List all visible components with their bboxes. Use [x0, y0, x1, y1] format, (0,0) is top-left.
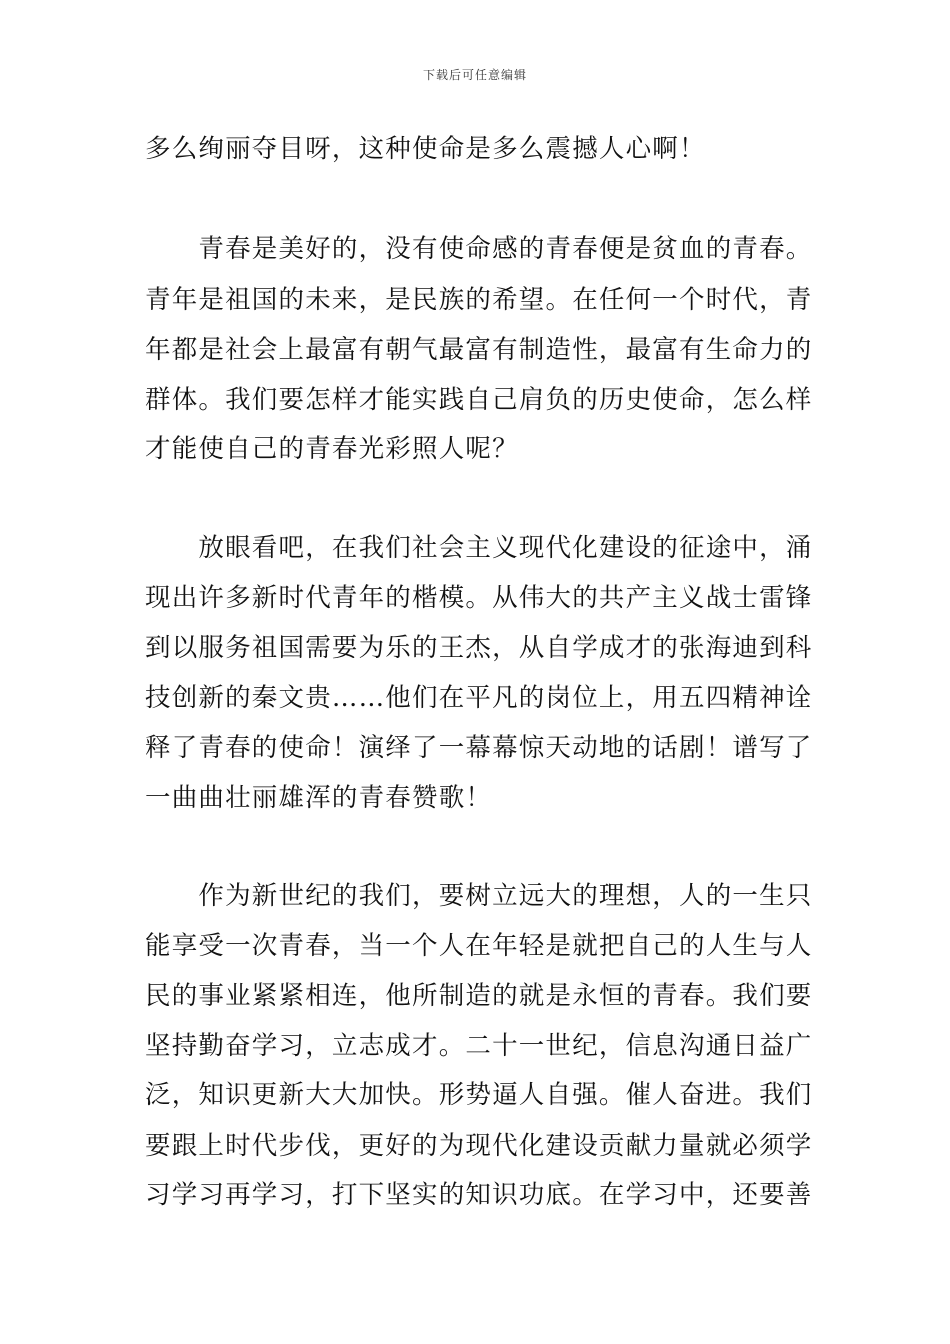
text-line: 释了青春的使命！演绎了一幕幕惊天动地的话剧！谱写了 — [145, 733, 813, 763]
text-line: 坚持勤奋学习，立志成才。二十一世纪，信息沟通日益广 — [145, 1031, 813, 1061]
text-line: 到以服务祖国需要为乐的王杰，从自学成才的张海迪到科 — [145, 633, 813, 663]
text-line: 泛，知识更新大大加快。形势逼人自强。催人奋进。我们 — [145, 1080, 813, 1110]
text-line: 习学习再学习，打下坚实的知识功底。在学习中，还要善 — [145, 1180, 813, 1210]
text-line: 要跟上时代步伐，更好的为现代化建设贡献力量就必须学 — [145, 1131, 813, 1161]
text-line: 群体。我们要怎样才能实践自己肩负的历史使命，怎么样 — [145, 385, 813, 415]
text-line: 现出许多新时代青年的楷模。从伟大的共产主义战士雷锋 — [145, 583, 813, 613]
page-header: 下载后可任意编辑 — [422, 68, 527, 82]
text-line: 才能使自己的青春光彩照人呢？ — [145, 434, 519, 464]
text-line: 年都是社会上最富有朝气最富有制造性，最富有生命力的 — [145, 335, 813, 365]
text-line: 放眼看吧，在我们社会主义现代化建设的征途中，涌 — [145, 533, 813, 563]
text-line: 多么绚丽夺目呀，这种使命是多么震撼人心啊！ — [145, 134, 706, 164]
text-line: 作为新世纪的我们，要树立远大的理想，人的一生只 — [145, 881, 813, 911]
text-line: 青年是祖国的未来，是民族的希望。在任何一个时代，青 — [145, 285, 813, 315]
text-line: 青春是美好的，没有使命感的青春便是贫血的青春。 — [145, 234, 813, 264]
text-line: 技创新的秦文贵……他们在平凡的岗位上，用五四精神诠 — [145, 683, 813, 713]
text-line: 一曲曲壮丽雄浑的青春赞歌！ — [145, 783, 493, 813]
text-line: 能享受一次青春，当一个人在年轻是就把自己的人生与人 — [145, 931, 813, 961]
text-line: 民的事业紧紧相连，他所制造的就是永恒的青春。我们要 — [145, 981, 813, 1011]
